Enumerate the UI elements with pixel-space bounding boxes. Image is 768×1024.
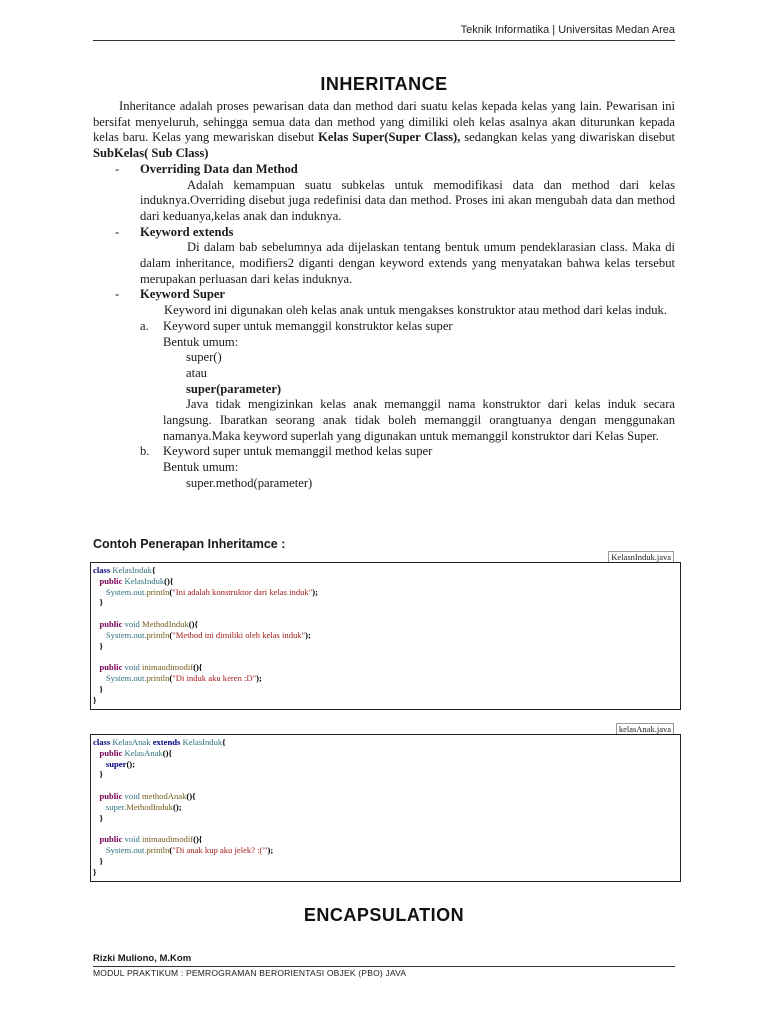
code-line: } <box>99 683 103 694</box>
code-block-anak <box>90 734 681 882</box>
inheritance-title: INHERITANCE <box>320 74 448 94</box>
super-heading-text: Keyword Super <box>140 287 226 302</box>
code-line: super.MethodInduk(); <box>105 801 182 812</box>
code-line: public void MethodInduk(){ <box>99 618 198 629</box>
code-line: class KelasAnak extends KelasInduk{ <box>93 737 226 747</box>
super-param: super(parameter) <box>186 381 282 396</box>
intro-paragraph <box>93 99 675 162</box>
code-line: public void inimaudimodif(){ <box>99 662 203 673</box>
code-line: class KelasInduk{ <box>93 565 156 575</box>
bullet-dash: - <box>115 224 120 239</box>
super-class-term: Kelas Super(Super Class), <box>318 130 461 145</box>
encapsulation-title: ENCAPSULATION <box>303 905 465 925</box>
code-line: public void methodAnak(){ <box>99 790 196 801</box>
footer-author: Rizki Muliono, M.Kom <box>93 953 192 964</box>
intro-mid-text: sedangkan kelas yang diwariskan disebut <box>460 130 675 145</box>
file-name-anak: kelasAnak.java <box>616 723 674 735</box>
code-line: } <box>99 855 103 866</box>
code-line: System.out.println("Di anak kup aku jelek? :('"); <box>105 844 274 855</box>
code-line <box>93 651 680 662</box>
overriding-heading-text: Overriding Data dan Method <box>140 161 298 176</box>
item-b-title <box>93 444 675 460</box>
super-heading <box>93 287 675 303</box>
code-line <box>93 823 680 834</box>
footer-module: MODUL PRAKTIKUM : PEMROGRAMAN BERORIENTASI OBJEK (PBO) JAVA <box>93 968 407 978</box>
inheritance-content <box>93 99 675 492</box>
example-title: Contoh Penerapan Inheritamce : <box>93 537 286 551</box>
code-line: } <box>99 812 103 823</box>
code-line <box>93 780 680 791</box>
code-line: public KelasAnak(){ <box>99 747 172 758</box>
footer-divider <box>93 966 675 967</box>
page-header: Teknik Informatika | Universitas Medan Area <box>93 24 675 41</box>
sub-class-term: SubKelas( Sub Class) <box>93 146 209 161</box>
code-line <box>93 608 680 619</box>
intro-main-text: Inheritance adalah proses pewarisan data dan method dari suatu kelas kepada kelas yang lain. Pewarisan ini bersifat menyeluruh, sehingga semua data dan method yang dimiliki oleh kelas asalnya akan diturunkan kepada kelas baru. Kelas yang mewariskan disebut <box>93 99 675 145</box>
item-a-paragraph: Java tidak mengizinkan kelas anak memanggil nama konstruktor dari kelas induk secara langsung. Ibaratkan seorang anak tidak boleh memanggil orangtuanya dengan menggunakan namanya.Maka keyword superlah yang digunakan untuk memanggil konstruktor dari Kelas Super. <box>163 397 675 443</box>
item-b-letter: b. <box>140 444 150 459</box>
extends-heading <box>93 225 675 241</box>
code-line: System.out.println("Ini adalah konstruktor dari kelas induk"); <box>105 586 318 597</box>
overriding-heading <box>93 162 675 178</box>
code-line: System.out.println("Method ini dimiliki oleh kelas induk"); <box>105 629 311 640</box>
super-paragraph: Keyword ini digunakan oleh kelas anak untuk mengakses konstruktor atau method dari kelas induk. <box>164 303 667 318</box>
code-line: } <box>93 694 97 705</box>
code-line: } <box>99 597 103 608</box>
bentuk-umum-b: Bentuk umum: <box>163 460 239 475</box>
code-line: } <box>99 640 103 651</box>
item-a-title <box>93 319 675 335</box>
extends-heading-text: Keyword extends <box>140 224 234 239</box>
code-line: System.out.println("Di induk aku keren :D"); <box>105 672 262 683</box>
code-line: } <box>99 769 103 780</box>
overriding-paragraph: Adalah kemampuan suatu subkelas untuk memodifikasi data dan method dari kelas induknya.Overriding disebut juga redefinisi data dan method. Proses ini akan mengubah data dan method dari keduanya,kelas anak dan induknya. <box>140 177 675 223</box>
code-line: super(); <box>105 758 136 769</box>
bentuk-umum-a: Bentuk umum: <box>163 334 239 349</box>
code-line: public KelasInduk(){ <box>99 575 174 586</box>
item-a-title-text: Keyword super untuk memanggil konstruktor kelas super <box>163 318 453 333</box>
code-line: public void inimaudimodif(){ <box>99 834 203 845</box>
item-a-letter: a. <box>140 318 149 333</box>
bullet-dash: - <box>115 161 120 176</box>
code-block-induk <box>90 562 681 710</box>
code-line: } <box>93 866 97 877</box>
bullet-dash: - <box>115 287 120 302</box>
file-name-induk: KelasnInduk.java <box>608 551 674 563</box>
super-method: super.method(parameter) <box>186 475 313 490</box>
atau-text: atau <box>186 365 207 380</box>
item-b-title-text: Keyword super untuk memanggil method kelas super <box>163 444 433 459</box>
extends-paragraph: Di dalam bab sebelumnya ada dijelaskan tentang bentuk umum pendeklarasian class. Maka di dalam inheritance, modifiers2 diganti dengan keyword extends yang menyatakan bahwa kelas tersebut merupakan perluasan dari kelas induknya. <box>140 240 675 286</box>
super-call: super() <box>186 350 222 365</box>
